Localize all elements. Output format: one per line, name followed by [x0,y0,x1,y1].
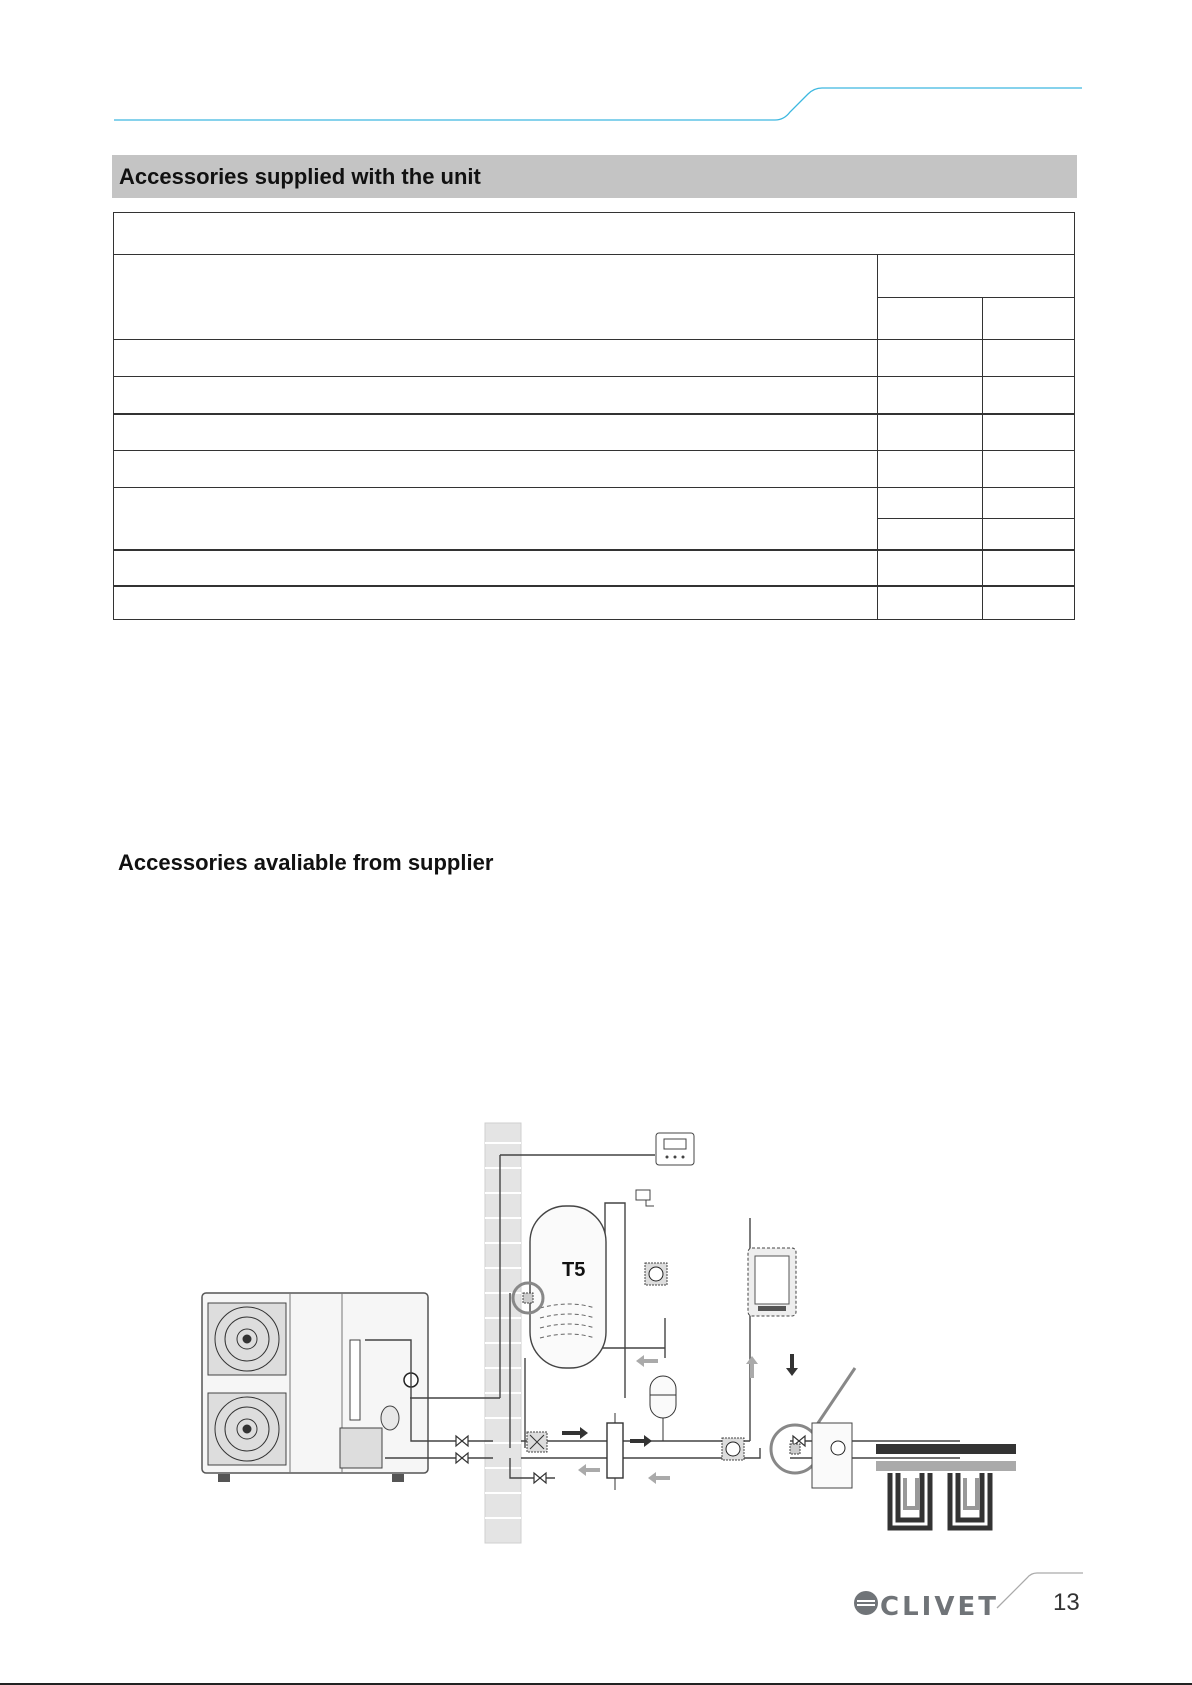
outdoor-heat-pump-unit [202,1293,428,1482]
table-row-divider [114,376,1074,377]
table-row-divider [114,549,1074,551]
faucet-icon [636,1190,654,1206]
expansion-vessel [650,1376,676,1441]
flow-arrows [562,1354,798,1484]
brick-wall [485,1123,521,1543]
table-row-divider [114,339,1074,340]
table-col-divider [982,297,983,620]
table-row-divider [877,518,1074,519]
table-row-divider [114,254,1074,255]
table-row-divider [877,297,1074,298]
table-row-divider [114,487,1074,488]
section-title-bar [112,155,1077,198]
supplier-heading: Accessories avaliable from supplier [118,850,494,875]
accessories-table [113,212,1075,620]
table-row-divider [114,413,1074,415]
circulation-pump-icon [722,1438,744,1460]
mixing-module [812,1423,852,1488]
brand-logo-icon [853,1590,879,1616]
dhw-pump-icon [645,1263,667,1285]
section-title: Accessories supplied with the unit [119,164,481,189]
boiler-unit [748,1248,796,1316]
installation-diagram [190,1118,1020,1548]
wired-controller-icon [656,1133,694,1165]
page-number: 13 [1053,1589,1080,1616]
hydraulic-separator [607,1413,623,1490]
table-row-divider [114,585,1074,587]
table-row-divider [114,450,1074,451]
three-way-valve-icon [527,1432,547,1452]
header-accent-line [0,0,1192,130]
table-col-divider [877,254,878,620]
underfloor-heating [876,1444,1016,1528]
brand-logo-text: CLIVET [880,1592,999,1622]
hot-water-tank [513,1206,606,1368]
t5-label: T5 [562,1259,586,1281]
